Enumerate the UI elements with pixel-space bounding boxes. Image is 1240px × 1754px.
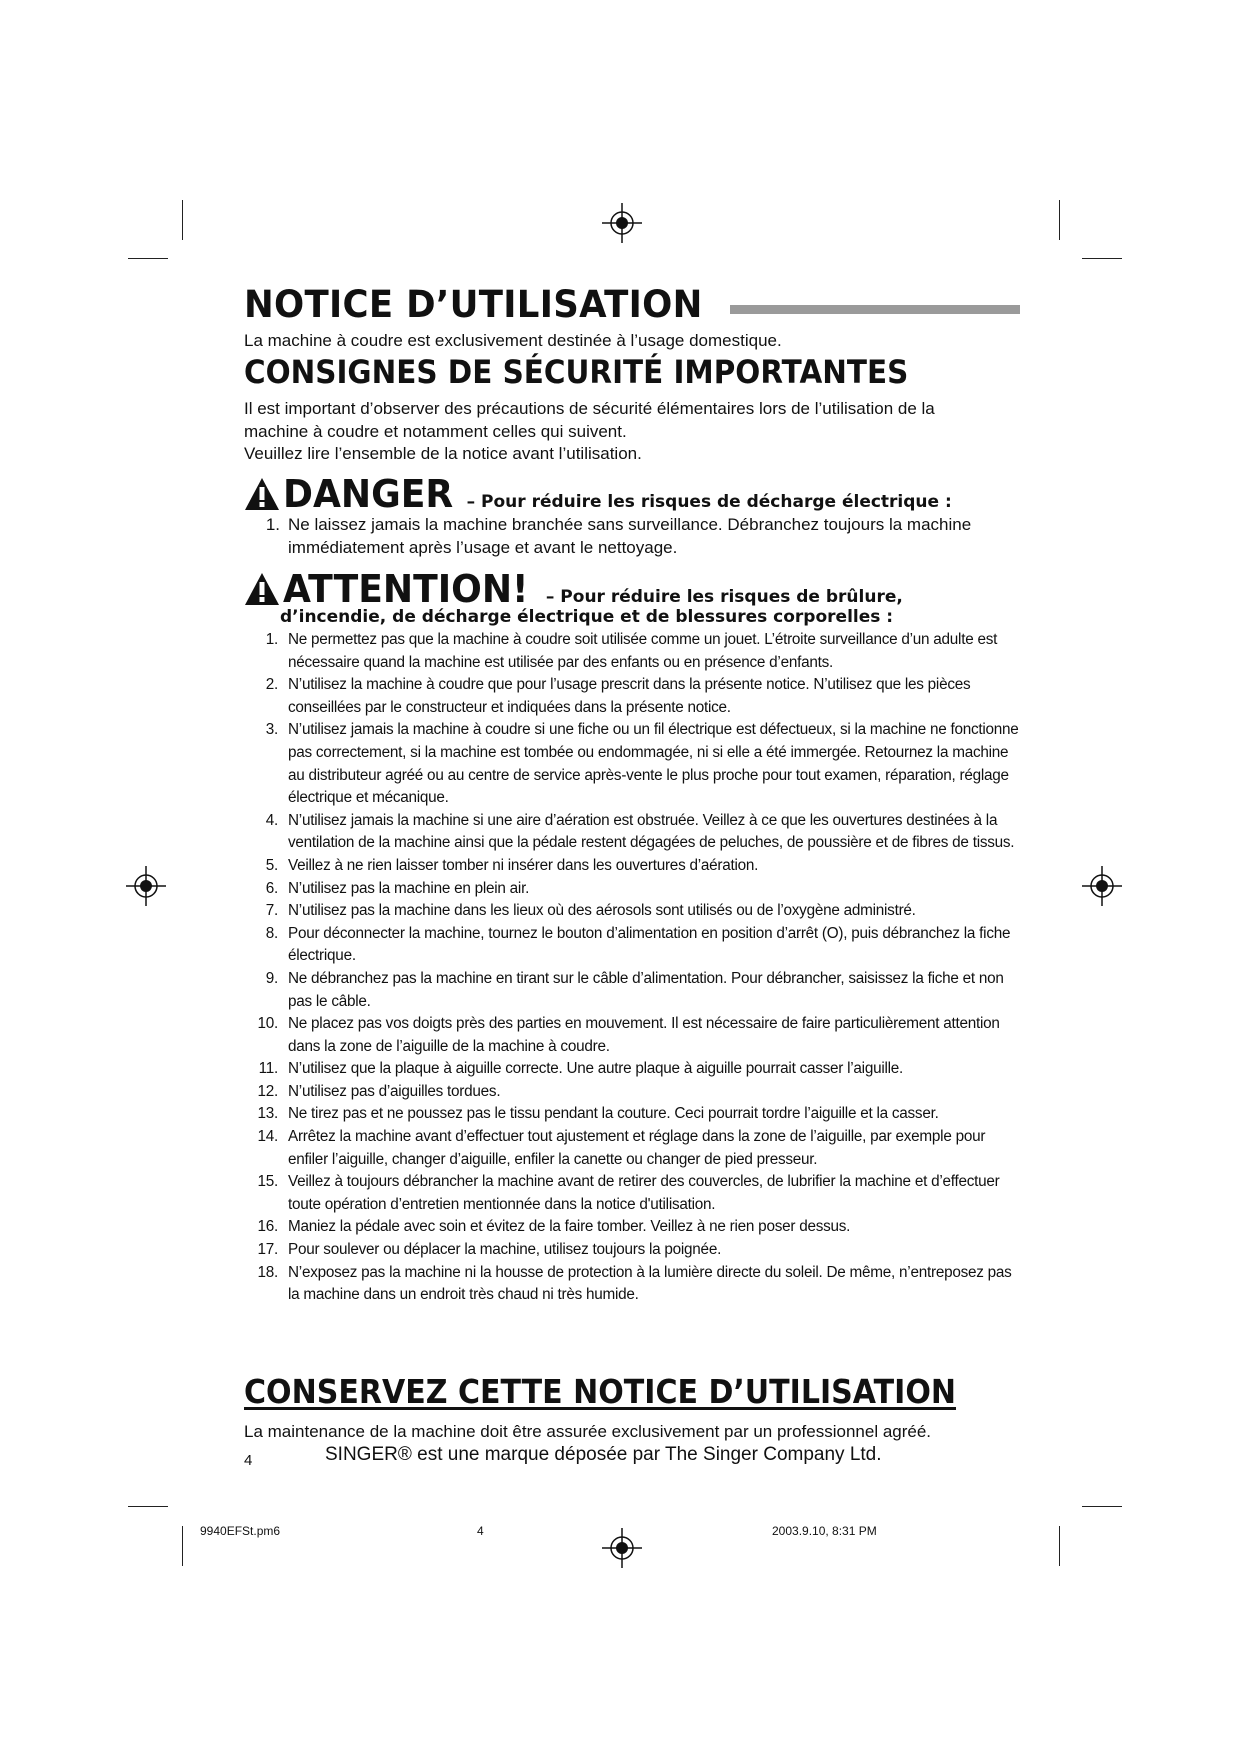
crop-mark [182,200,183,240]
print-datetime: 2003.9.10, 8:31 PM [772,1524,877,1538]
item-number: 4. [265,811,278,829]
item-number: 8. [265,924,278,942]
safety-intro [244,398,935,466]
crop-mark [1082,258,1122,259]
trademark-text: SINGER® est une marque déposée par The Singer Company Ltd. [325,1444,882,1465]
crop-mark [128,258,168,259]
item-text: Veillez à ne rien laisser tomber ni insérer dans les ouvertures d’aération. [288,856,759,874]
item-number: 3. [265,721,278,739]
crop-mark [128,1506,168,1507]
registration-mark-icon [1082,866,1122,906]
list-item [244,514,1024,559]
item-number: 6. [265,879,278,897]
safety-heading: CONSIGNES DE SÉCURITÉ IMPORTANTES [244,353,909,391]
list-item [244,1081,1024,1104]
item-text: N’utilisez la machine à coudre que pour l’usage prescrit dans la présente notice. N’utilisez que les pièces conseillées par le constructeur et indiquées dans la présente notice. [288,676,971,716]
maintenance-text: La maintenance de la machine doit être assurée exclusivement par un professionnel agréé. [244,1422,932,1441]
list-item [244,1216,1024,1239]
item-text: Ne placez pas vos doigts près des parties en mouvement. Il est nécessaire de faire particulièrement attention dans la zone de l’aiguille de la machine à coudre. [288,1015,1000,1055]
list-item [244,923,1024,968]
list-item [244,629,1024,674]
danger-list [244,514,1024,559]
page-number: 4 [244,1452,253,1469]
intro-text: La machine à coudre est exclusivement destinée à l’usage domestique. [244,331,782,350]
title-rule [730,305,1020,314]
item-number: 11. [258,1060,278,1078]
safety-intro-line: Il est important d’observer des précautions de sécurité élémentaires lors de l’utilisation de la [244,399,935,418]
warning-triangle-icon [244,477,280,511]
attention-list [244,629,1024,1307]
item-number: 12. [257,1082,278,1100]
list-item [244,878,1024,901]
item-text: N’utilisez pas d’aiguilles tordues. [288,1082,501,1100]
item-text: N’exposez pas la machine ni la housse de protection à la lumière directe du soleil. De même, n’entreposez pas la machine dans un endroit très chaud ni très humide. [288,1263,1012,1304]
list-item [244,1126,1024,1171]
safety-intro-line: machine à coudre et notamment celles qui suivent. [244,421,627,441]
danger-heading [244,472,952,516]
attention-label: ATTENTION! [283,567,529,611]
item-number: 5. [265,856,278,874]
item-number: 1. [265,631,278,648]
crop-mark [1082,1506,1122,1507]
attention-subtitle-2: d’incendie, de décharge électrique et de blessures corporelles : [280,607,894,627]
item-text: N’utilisez que la plaque à aiguille correcte. Une autre plaque à aiguille pourrait casser l’aiguille. [288,1060,904,1078]
item-text: Ne tirez pas et ne poussez pas le tissu pendant la couture. Ceci pourrait tordre l’aiguille et la casser. [288,1105,939,1123]
attention-heading [244,567,903,611]
item-text: Pour soulever ou déplacer la machine, utilisez toujours la poignée. [288,1241,722,1259]
item-number: 17. [257,1241,278,1259]
item-number: 2. [265,676,278,694]
crop-mark [1059,1526,1060,1566]
list-item [244,900,1024,923]
list-item [244,810,1024,855]
item-text: N’utilisez jamais la machine si une aire d’aération est obstruée. Veillez à ce que les ouvertures destinées à la ventilation de la machine ainsi que la pédale restent dégagées de peluches, de poussière et de fibres de tissus. [288,811,1015,852]
item-number: 14. [257,1128,278,1146]
item-text: Ne laissez jamais la machine branchée sans surveillance. Débranchez toujours la machine immédiatement après l’usage et avant le nettoyage. [288,515,972,557]
crop-mark [182,1526,183,1566]
registration-mark-icon [602,203,642,243]
item-text: Maniez la pédale avec soin et évitez de la faire tomber. Veillez à ne rien poser dessus. [288,1218,851,1236]
item-number: 13. [257,1105,278,1123]
list-item [244,968,1024,1013]
item-number: 9. [265,969,278,987]
item-number: 16. [257,1218,278,1236]
safety-intro-line: Veuillez lire l’ensemble de la notice avant l’utilisation. [244,444,642,463]
item-text: Veillez à toujours débrancher la machine avant de retirer des couvercles, de lubrifier la machine et d’effectuer toute opération d’entretien mentionnée dans la notice d'utilisation. [288,1173,1000,1213]
item-number: 7. [265,902,278,920]
item-text: Ne permettez pas que la machine à coudre soit utilisée comme un jouet. L’étroite surveillance d’un adulte est nécessaire quand la machine est utilisée par des enfants ou en présence d’enfants. [288,631,998,671]
list-item [244,674,1024,719]
list-item [244,1103,1024,1126]
item-number: 15. [257,1173,278,1191]
conserve-heading: CONSERVEZ CETTE NOTICE D’UTILISATION [244,1372,957,1411]
print-file-name: 9940EFSt.pm6 [200,1524,281,1538]
list-item [244,1262,1024,1307]
list-item [244,1239,1024,1262]
page-title: NOTICE D’UTILISATION [244,283,703,326]
list-item [244,1013,1024,1058]
item-text: Arrêtez la machine avant d’effectuer tout ajustement et réglage dans la zone de l’aiguille, par exemple pour enfiler l’aiguille, changer d’aiguille, enfiler la canette ou changer de pied presseur. [288,1128,986,1168]
list-item [244,719,1024,809]
item-number: 10. [257,1015,278,1033]
registration-mark-icon [126,866,166,906]
item-text: N’utilisez pas la machine dans les lieux où des aérosols sont utilisés ou de l’oxygène administré. [288,902,916,920]
registration-mark-icon [602,1528,642,1568]
print-page-number: 4 [477,1524,484,1538]
danger-subtitle: – Pour réduire les risques de décharge électrique : [466,492,952,512]
warning-triangle-icon [244,572,280,606]
list-item [244,1171,1024,1216]
item-number: 1. [265,515,280,534]
list-item [244,855,1024,878]
item-text: Pour déconnecter la machine, tournez le bouton d’alimentation en position d’arrêt (O), puis débranchez la fiche électrique. [288,924,1011,965]
item-number: 18. [257,1263,278,1281]
item-text: Ne débranchez pas la machine en tirant sur le câble d’alimentation. Pour débrancher, saisissez la fiche et non pas le câble. [288,969,1004,1010]
crop-mark [1059,200,1060,240]
item-text: N’utilisez pas la machine en plein air. [288,879,530,897]
item-text: N’utilisez jamais la machine à coudre si une fiche ou un fil électrique est défectueux, si la machine ne fonctionne pas correctement, si la machine est tombée ou endommagée, ni si elle a été immergée. Retournez la machine au distributeur agréé ou au centre de service après-vente le plus proche pour tout examen, réparation, réglage électrique et mécanique. [288,721,1019,807]
danger-label: DANGER [283,472,454,516]
attention-subtitle-1: – Pour réduire les risques de brûlure, [545,587,903,607]
list-item [244,1058,1024,1081]
